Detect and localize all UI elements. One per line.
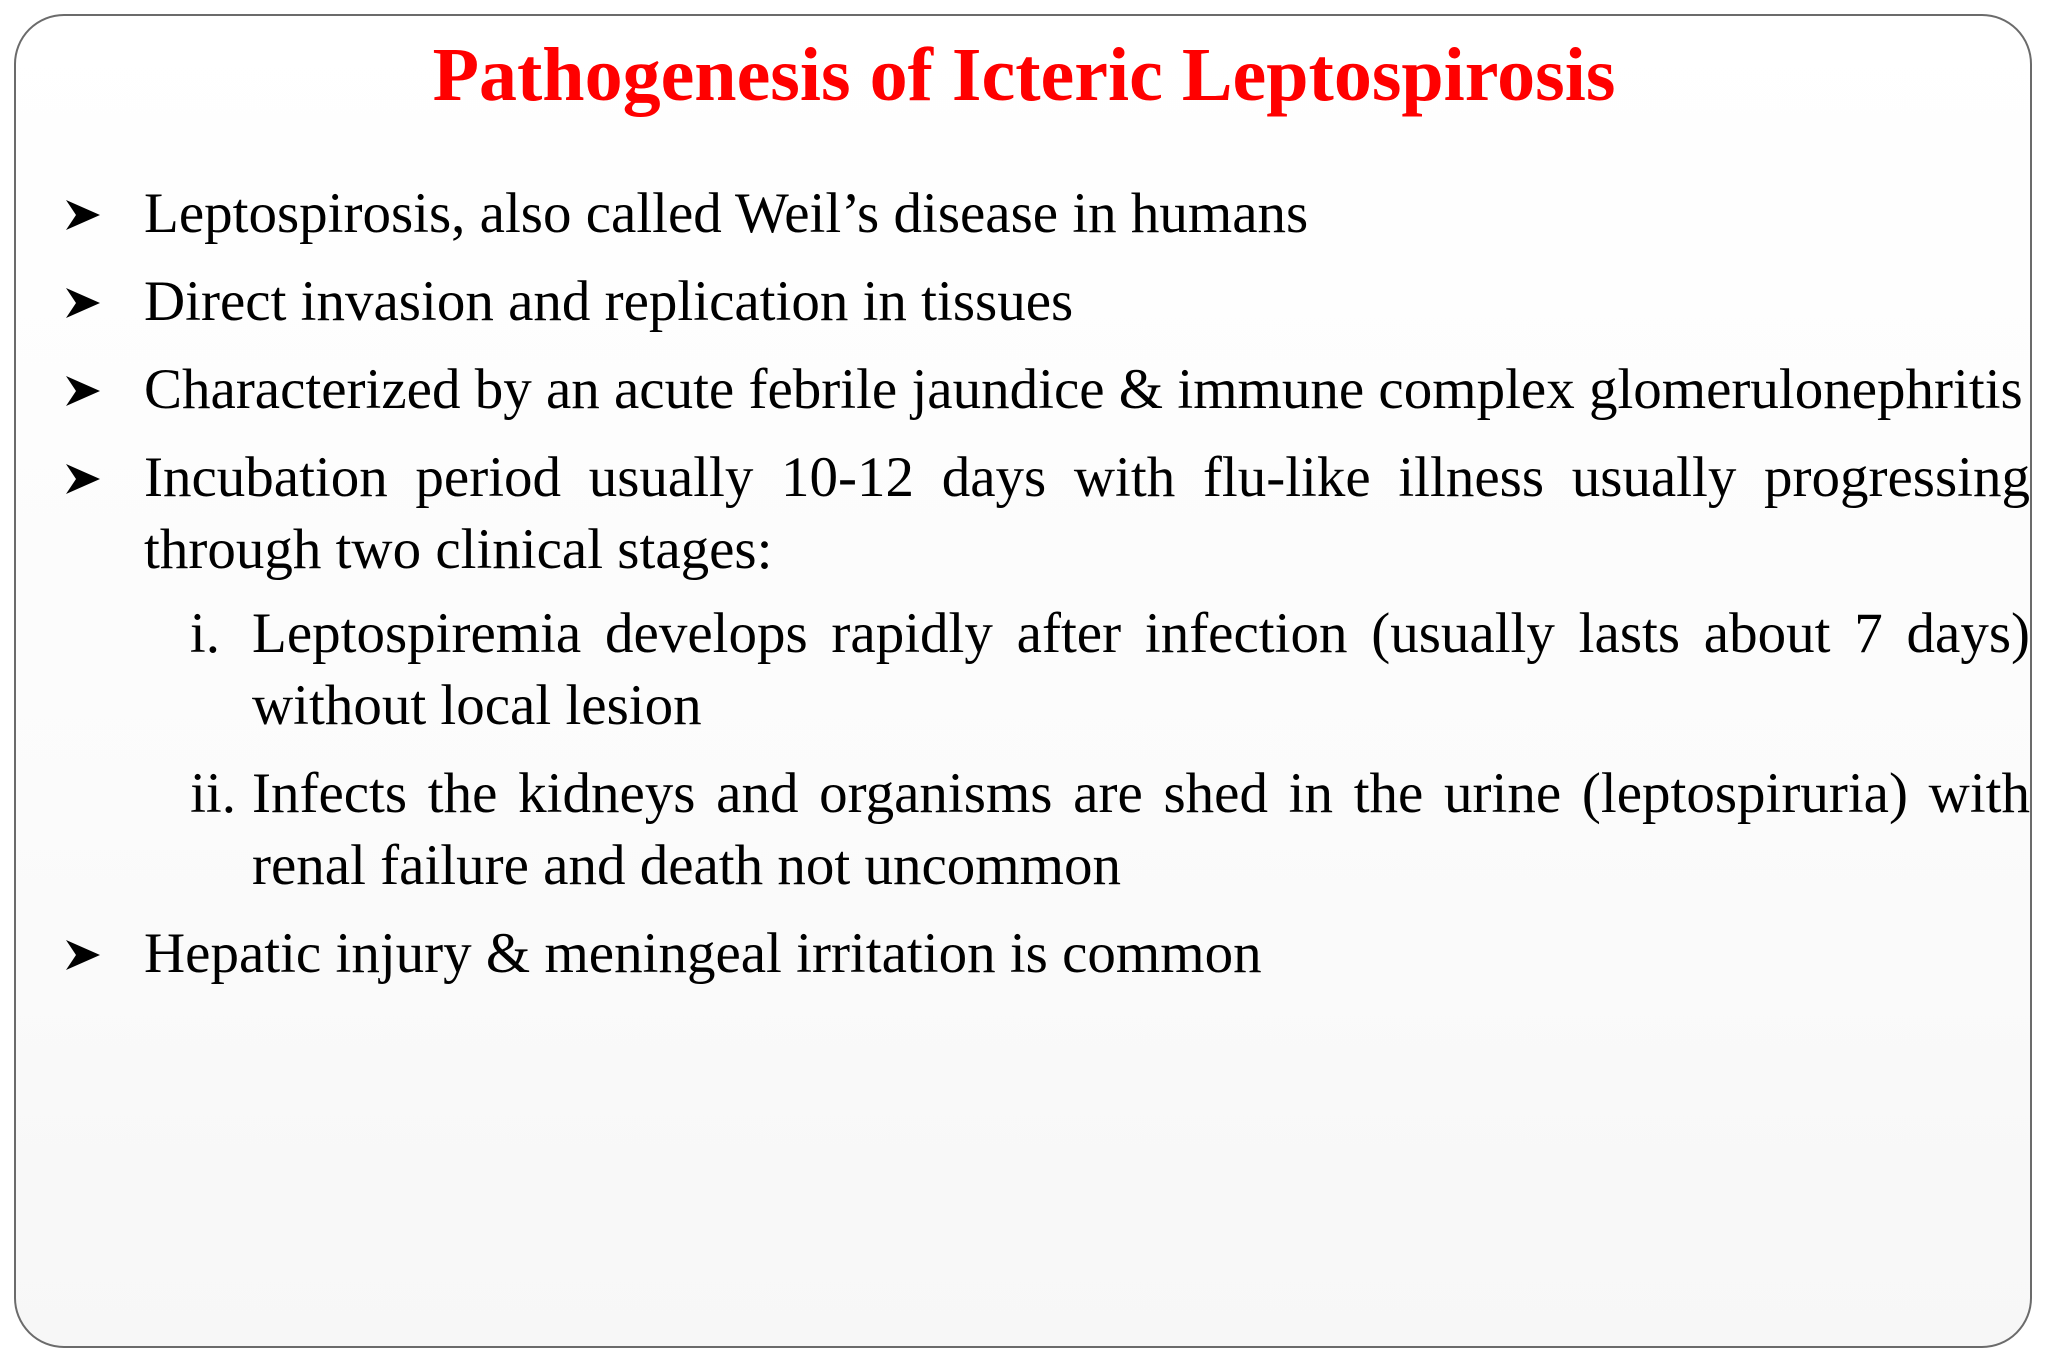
arrowhead-bullet-icon: [66, 354, 106, 426]
bullet-text: Incubation period usually 10-12 days with flu-like illness usually progressing through two clinical stages:: [144, 446, 2030, 581]
stage-marker: i.: [189, 602, 220, 665]
arrowhead-bullet-icon: [66, 442, 106, 514]
arrowhead-bullet-icon: [66, 266, 106, 338]
bullet-item: [66, 354, 2030, 426]
stage-item: [66, 598, 2030, 742]
arrowhead-bullet-icon: [66, 178, 106, 250]
slide-title: Pathogenesis of Icteric Leptospirosis: [432, 33, 1616, 117]
bullet-text: Leptospirosis, also called Weil’s disease in humans: [144, 182, 1309, 245]
bullet-text: Direct invasion and replication in tissues: [144, 270, 1074, 333]
bullet-item: [66, 442, 2030, 586]
arrowhead-bullet-icon: [66, 918, 106, 990]
stage-text: Leptospiremia develops rapidly after infection (usually lasts about 7 days) without local lesion: [252, 602, 2030, 737]
bullet-text: Hepatic injury & meningeal irritation is common: [144, 922, 1262, 985]
stage-item: [66, 758, 2030, 902]
slide-content: [66, 178, 2030, 1006]
stage-text: Infects the kidneys and organisms are shed in the urine (leptospiruria) with renal failure and death not uncommon: [252, 762, 2030, 897]
bullet-text: Characterized by an acute febrile jaundice & immune complex glomerulonephritis: [144, 358, 2023, 421]
bullet-item: [66, 918, 2030, 990]
bullet-item: [66, 266, 2030, 338]
stage-marker: ii.: [190, 762, 236, 825]
stages-list: [66, 598, 2030, 902]
bullet-item: [66, 178, 2030, 250]
